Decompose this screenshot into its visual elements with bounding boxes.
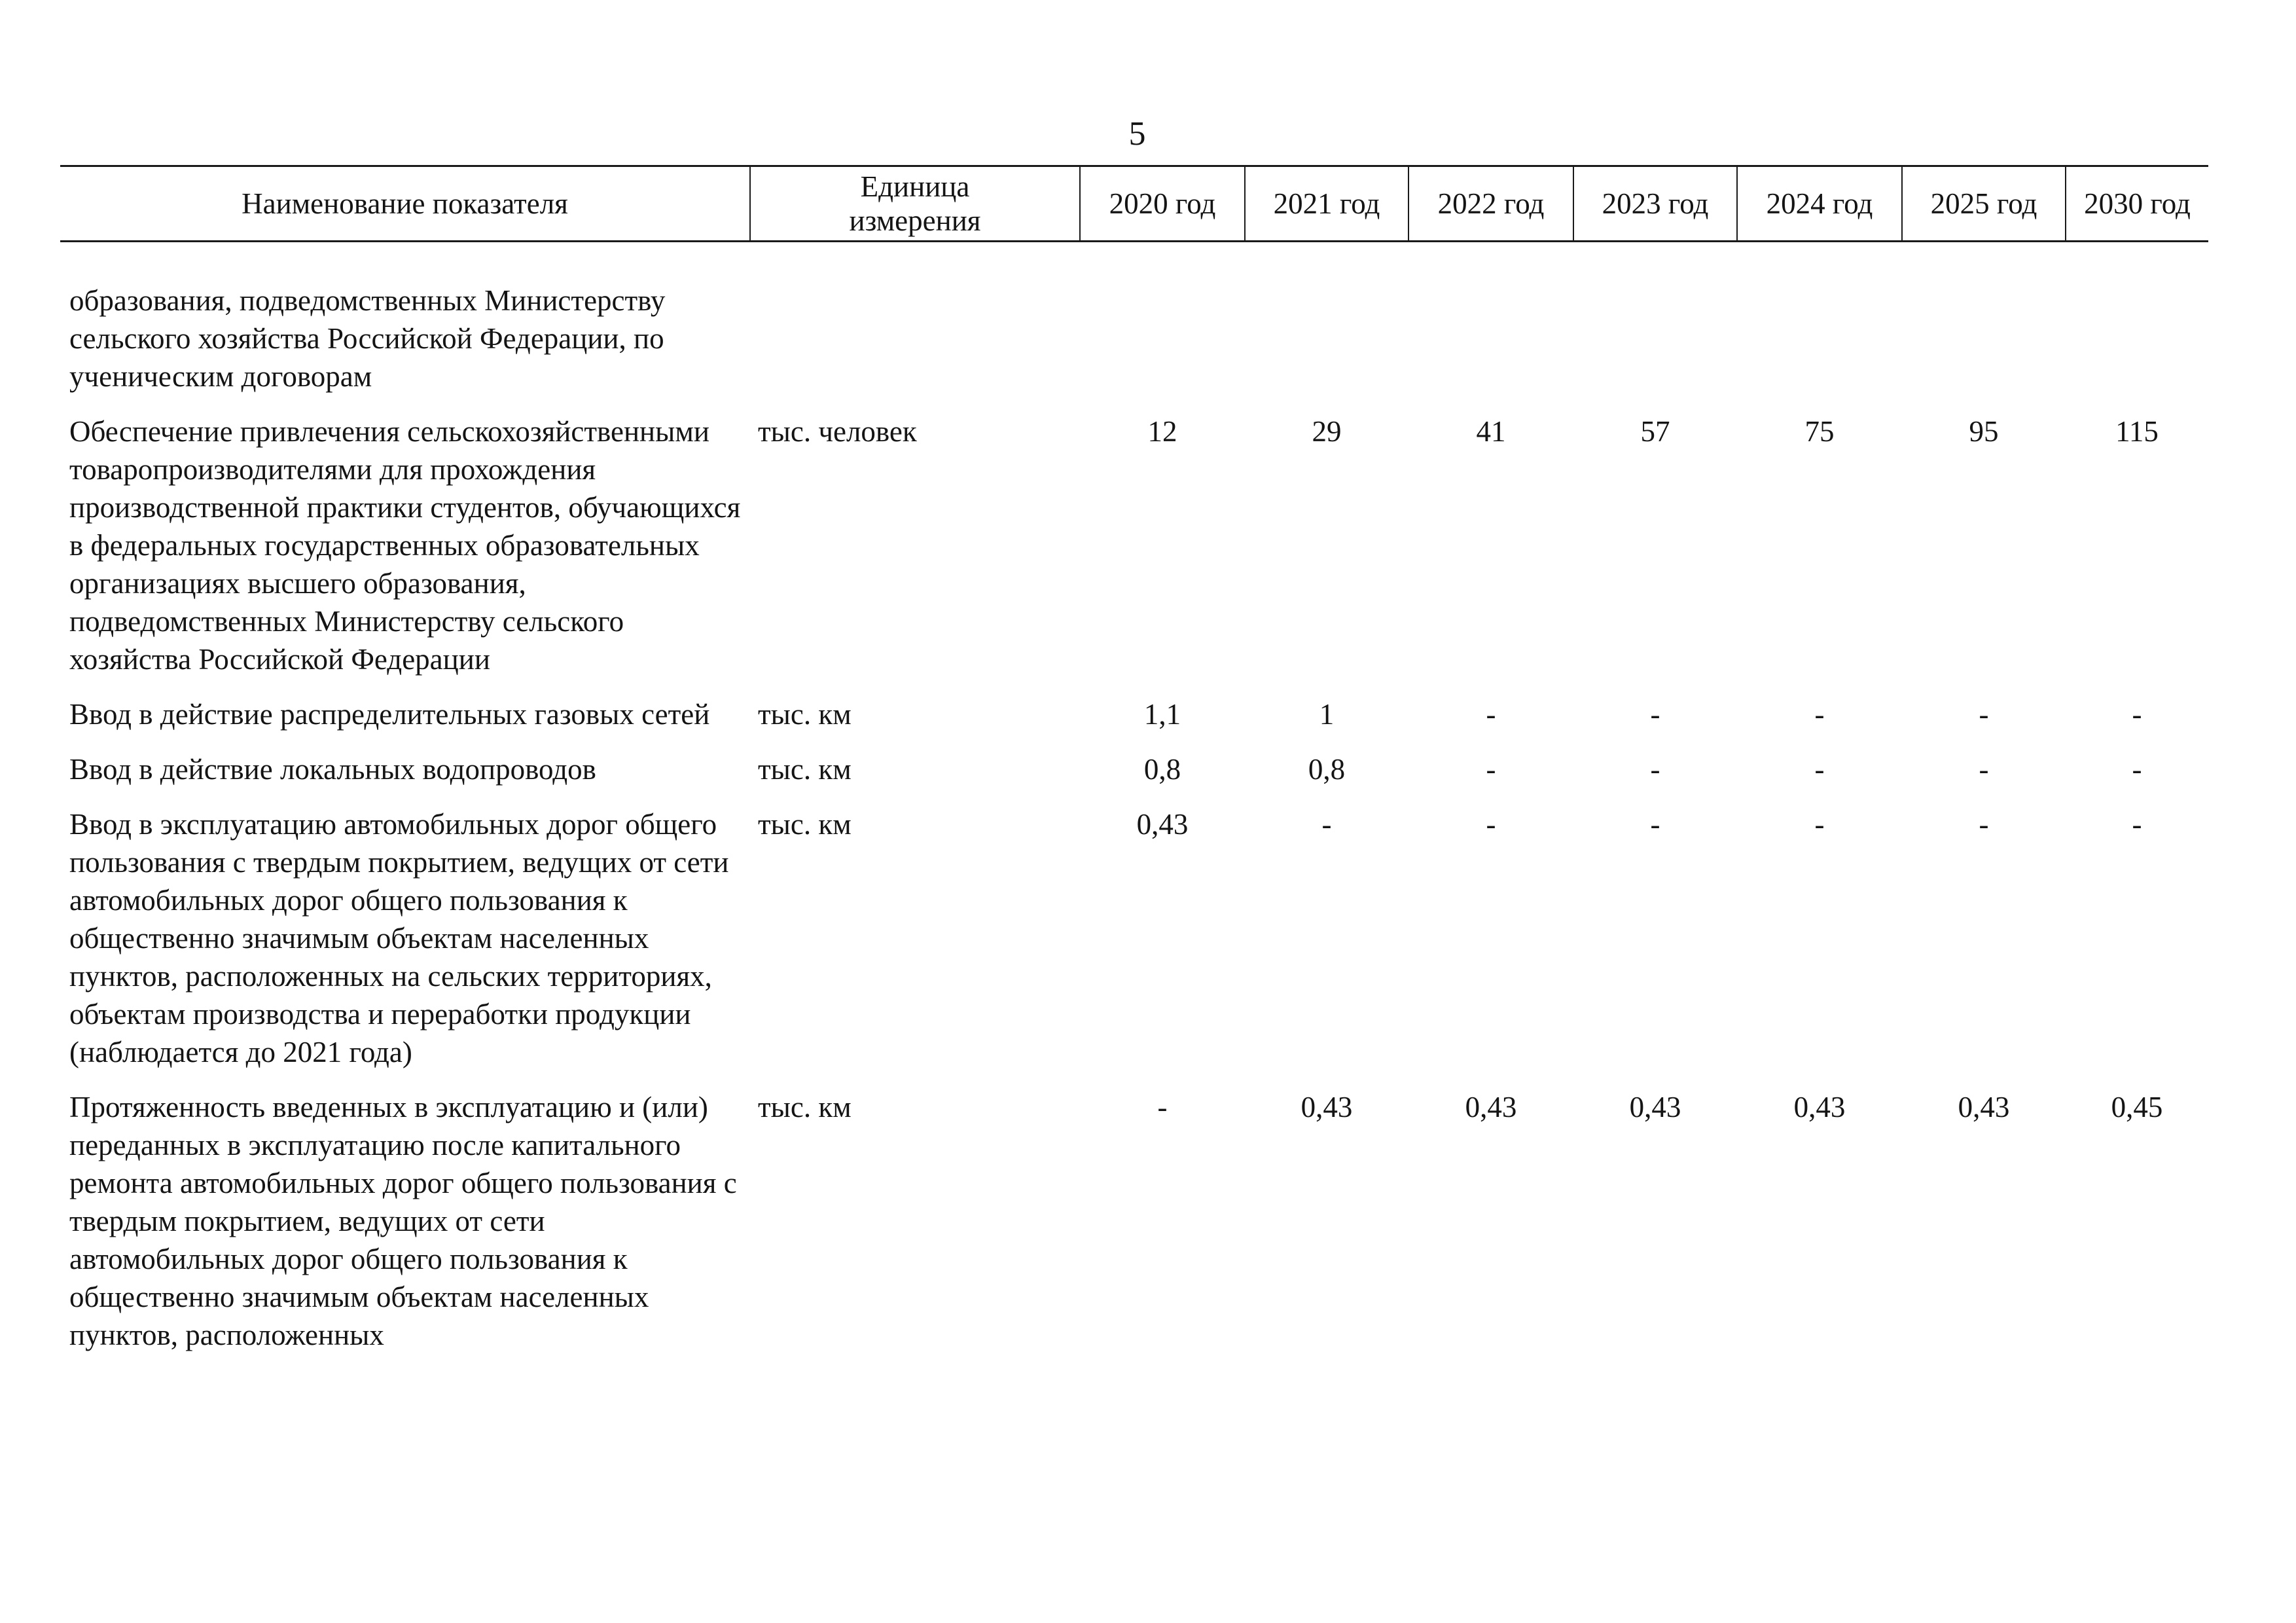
value-2025: 0,43 xyxy=(1958,1091,2010,1123)
value-2024: - xyxy=(1814,753,1825,786)
value-2022: 0,43 xyxy=(1465,1091,1517,1123)
indicator-unit xyxy=(750,282,1080,412)
value-2021: 0,8 xyxy=(1308,753,1346,786)
value-2023: - xyxy=(1650,808,1660,841)
value-2025: 95 xyxy=(1969,415,1999,448)
value-2024 xyxy=(1737,282,1902,412)
value-2020: 1,1 xyxy=(1143,698,1181,731)
value-2020: 12 xyxy=(1147,415,1177,448)
value-2022 xyxy=(1408,282,1573,412)
header-unit-line2: измерения xyxy=(849,204,981,237)
indicator-unit: тыс. км xyxy=(758,1091,852,1123)
value-2020: 0,8 xyxy=(1143,753,1181,786)
header-year-2025: 2025 год xyxy=(1902,166,2066,242)
value-2022: 41 xyxy=(1476,415,1506,448)
value-2024: 75 xyxy=(1804,415,1835,448)
value-2021: 0,43 xyxy=(1300,1091,1353,1123)
value-2030: 115 xyxy=(2115,415,2159,448)
table-body xyxy=(60,242,2208,1355)
value-2025 xyxy=(1902,282,2066,412)
header-unit-line1: Единица xyxy=(860,170,970,203)
value-2024: - xyxy=(1814,698,1825,731)
header-year-2030: 2030 год xyxy=(2066,166,2208,242)
table-row xyxy=(60,750,2208,805)
indicator-name: образования, подведомственных Министерству сельского хозяйства Российской Федерации, по ученическим договорам xyxy=(69,284,666,393)
value-2020: - xyxy=(1157,1091,1168,1123)
value-2023 xyxy=(1573,282,1737,412)
value-2030: - xyxy=(2132,753,2142,786)
indicator-unit: тыс. км xyxy=(758,753,852,786)
table-row xyxy=(60,805,2208,1088)
indicators-table-container xyxy=(60,165,2208,1354)
indicator-unit: тыс. человек xyxy=(758,415,917,448)
value-2022: - xyxy=(1486,698,1496,731)
header-row xyxy=(60,166,2208,242)
header-indicator-name: Наименование показателя xyxy=(60,166,750,242)
value-2025: - xyxy=(1979,753,1989,786)
indicator-unit: тыс. км xyxy=(758,808,852,841)
value-2024: - xyxy=(1814,808,1825,841)
spacer-row xyxy=(60,242,2208,282)
value-2030: 0,45 xyxy=(2111,1091,2163,1123)
value-2022: - xyxy=(1486,808,1496,841)
indicator-name: Обеспечение привлечения сельскохозяйственными товаропроизводителями для прохождения производственной практики студентов, обучающихся в федеральных государственных образовательных организациях высшего образования, подведомственных Министерству сельского хозяйства Российской Федерации xyxy=(69,415,741,676)
value-2023: 0,43 xyxy=(1629,1091,1681,1123)
header-year-2024: 2024 год xyxy=(1737,166,1902,242)
header-year-2021: 2021 год xyxy=(1245,166,1408,242)
value-2021: 1 xyxy=(1319,698,1335,731)
value-2023: 57 xyxy=(1640,415,1670,448)
value-2020: 0,43 xyxy=(1136,808,1189,841)
header-year-2020: 2020 год xyxy=(1080,166,1245,242)
value-2025: - xyxy=(1979,698,1989,731)
indicator-name: Протяженность введенных в эксплуатацию и (или) переданных в эксплуатацию после капитального ремонта автомобильных дорог общего пользования с твердым покрытием, ведущих от сети автомобильных дорог общего пользования к общественно значимым объектам населенных пунктов, расположенных xyxy=(69,1091,737,1351)
value-2023: - xyxy=(1650,753,1660,786)
value-2021: 29 xyxy=(1312,415,1342,448)
value-2023: - xyxy=(1650,698,1660,731)
value-2024: 0,43 xyxy=(1793,1091,1846,1123)
table-row xyxy=(60,1088,2208,1354)
value-2030 xyxy=(2066,282,2208,412)
header-year-2022: 2022 год xyxy=(1408,166,1573,242)
indicator-name: Ввод в действие локальных водопроводов xyxy=(69,753,596,786)
value-2025: - xyxy=(1979,808,1989,841)
value-2030: - xyxy=(2132,808,2142,841)
table-row xyxy=(60,412,2208,695)
page-number: 5 xyxy=(1128,115,1146,153)
indicators-table xyxy=(60,165,2208,1354)
table-row xyxy=(60,282,2208,412)
value-2022: - xyxy=(1486,753,1496,786)
value-2020 xyxy=(1080,282,1245,412)
table-header xyxy=(60,166,2208,242)
value-2021 xyxy=(1245,282,1408,412)
header-unit xyxy=(750,166,1080,242)
value-2021: - xyxy=(1321,808,1332,841)
table-row xyxy=(60,695,2208,750)
header-year-2023: 2023 год xyxy=(1573,166,1737,242)
indicator-name: Ввод в действие распределительных газовых сетей xyxy=(69,698,710,731)
indicator-unit: тыс. км xyxy=(758,698,852,731)
value-2030: - xyxy=(2132,698,2142,731)
indicator-name: Ввод в эксплуатацию автомобильных дорог общего пользования с твердым покрытием, ведущих от сети автомобильных дорог общего пользования к общественно значимым объектам населенных пунктов, расположенных на сельских территориях, объектам производства и переработки продукции (наблюдается до 2021 года) xyxy=(69,808,729,1068)
